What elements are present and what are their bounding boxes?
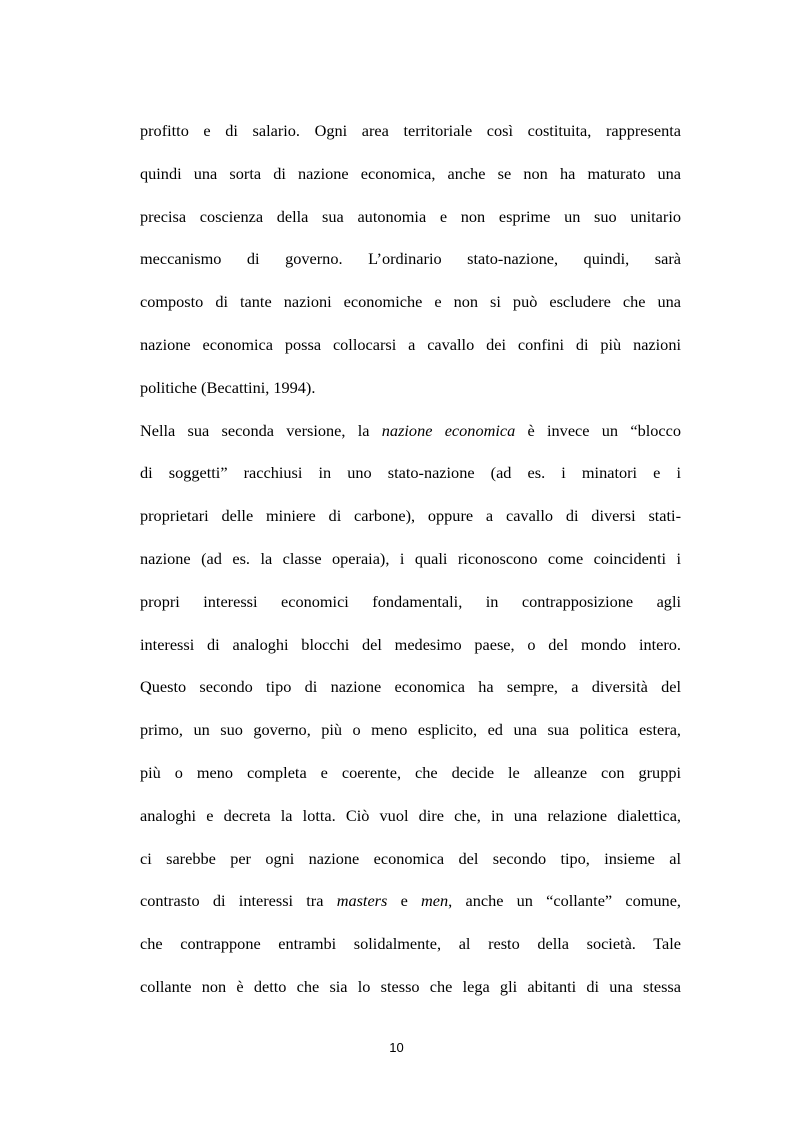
text-segment: precisa coscienza della sua autonomia e non esprime un suo unitario [140,206,681,226]
italic-text: masters [336,891,388,911]
text-line [140,923,681,966]
text-line [140,196,681,239]
text-segment: Questo secondo tipo di nazione economica ha sempre, a diversità del [140,677,681,697]
text-line [140,624,681,667]
text-segment: analoghi e decreta la lotta. Ciò vuol dire che, in una relazione dialettica, [140,805,681,825]
text-line [140,752,681,795]
text-segment: ci sarebbe per ogni nazione economica del secondo tipo, insieme al [140,848,681,868]
text-line [140,795,681,838]
body-text [140,110,681,1009]
text-segment: che contrappone entrambi solidalmente, al resto della società. Tale [140,934,681,954]
text-segment: e [387,891,422,911]
text-segment: collante non è detto che sia lo stesso che lega gli abitanti di una stessa [140,976,681,996]
text-segment: primo, un suo governo, più o meno esplicito, ed una sua politica estera, [140,720,681,740]
text-line [140,110,681,153]
text-line [140,153,681,196]
text-line [140,324,681,367]
text-segment: contrasto di interessi tra [140,891,337,911]
page-number: 10 [389,1040,404,1055]
text-line [140,410,681,453]
text-line [140,709,681,752]
text-segment: più o meno completa e coerente, che decide le alleanze con gruppi [140,762,681,782]
text-line [140,495,681,538]
text-segment: nazione economica possa collocarsi a cavallo dei confini di più nazioni [140,334,681,354]
text-segment: nazione (ad es. la classe operaia), i quali riconoscono come coincidenti i [140,548,681,568]
text-segment: Nella sua seconda versione, la [140,420,382,440]
text-segment: è invece un “blocco [515,420,681,440]
text-segment: interessi di analoghi blocchi del medesimo paese, o del mondo intero. [140,634,681,654]
text-line [140,966,681,1009]
italic-text: nazione economica [381,420,516,440]
text-segment: meccanismo di governo. L’ordinario stato-nazione, quindi, sarà [140,249,681,269]
text-line [140,281,681,324]
text-segment: , anche un “collante” comune, [448,891,681,911]
text-segment: proprietari delle miniere di carbone), oppure a cavallo di diversi stati- [140,506,681,526]
text-line [140,538,681,581]
italic-text: men [421,891,449,911]
text-segment: composto di tante nazioni economiche e non si può escludere che una [140,292,681,312]
text-line [140,367,681,410]
text-line [140,838,681,881]
text-segment: di soggetti” racchiusi in uno stato-nazione (ad es. i minatori e i [140,463,681,483]
text-segment: profitto e di salario. Ogni area territoriale così costituita, rappresenta [140,121,681,140]
text-segment: quindi una sorta di nazione economica, anche se non ha maturato una [140,163,681,183]
text-line [140,666,681,709]
text-segment: propri interessi economici fondamentali, in contrapposizione agli [140,591,681,611]
text-segment: politiche (Becattini, 1994). [140,377,316,397]
text-line [140,880,681,923]
text-line [140,581,681,624]
text-line [140,452,681,495]
text-line [140,238,681,281]
